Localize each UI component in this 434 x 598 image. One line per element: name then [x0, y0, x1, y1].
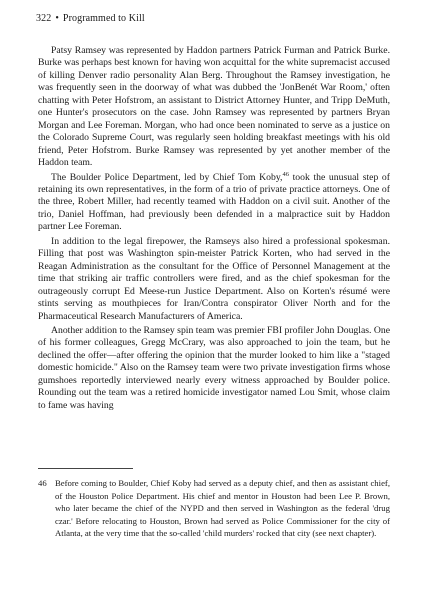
- paragraph-2: [38, 172, 390, 234]
- paragraph-3: In addition to the legal firepower, the Ramseys also hired a professional spokesman. Filling that post was Washington spin-meister Patrick Korten, who had served in the Reagan Administration as the consultant for the Office of Personnel Management at the time that striking air traffic controllers were fired, and as the chief spokesman for the outrageously corrupt Ed Meese-run Justice Department. Also on Korten's résumé were stints serving as mouthpieces for Iran/Contra conspirator Oliver North and for the Pharmaceutical Research Manufacturers of America.: [38, 235, 390, 322]
- footnote: [38, 477, 390, 540]
- paragraph-4: Another addition to the Ramsey spin team was premier FBI profiler John Douglas. One of his former colleagues, Gregg McCrary, was also approached to join the team, but he declined the offer—after offering the opinion that the murder looked to him like a "staged domestic homicide." Also on the Ramsey team were two private investigation firms whose gumshoes reportedly interviewed nearly every witness approached by Boulder police. Rounding out the team was a retired homicide investigator named Lou Smit, whose claim to fame was having: [38, 324, 390, 411]
- page-number: 322: [36, 13, 52, 24]
- footnote-text: Before coming to Boulder, Chief Koby had served as a deputy chief, and then as assistant chief, of the Houston Police Department. His chief and mentor in Houston had been Lee P. Brown, who later became the chief of the NYPD and then served in Washington as the federal 'drug czar.' Before relocating to Houston, Brown had served as Police Commissioner for the city of Atlanta, at the very time that the so-called 'child murders' rocked that city (see next chapter).: [55, 478, 390, 538]
- paragraph-2-text-end: took the unusual step of retaining its own representatives, in the form of a trio of private practice attorneys. One of the three, Robert Miller, had recently teamed with Haddon on a civil suit. Another of the trio, Daniel Hoffman, had previously been defended in a malpractice suit by Haddon partner Lee Foreman.: [38, 171, 390, 233]
- footnote-reference: 46: [282, 170, 289, 178]
- header-separator: •: [55, 13, 59, 24]
- book-title: Programmed to Kill: [62, 13, 145, 24]
- running-head: [36, 13, 145, 24]
- paragraph-1: Patsy Ramsey was represented by Haddon partners Patrick Furman and Patrick Burke. Burke was perhaps best known for having won acquittal for the white supremacist accused of killing Denver radio personality Alan Berg. Throughout the Ramsey investigation, he was frequently seen in the doorway of what was dubbed the 'JonBenét War Room,' often chatting with Peter Hofstrom, an assistant to District Attorney Hunter, and Tripp DeMuth, one Hunter's prosecutors on the case. John Ramsey was represented by partners Bryan Morgan and Lee Foreman. Morgan, who had once been nominated to serve as a justice on the Colorado Supreme Court, was regularly seen holding breakfast meetings with his old friend, Peter Hofstrom. Burke Ramsey was represented by yet another member of the Haddon team.: [38, 45, 390, 169]
- footnote-number: 46: [38, 478, 47, 488]
- paragraph-2-text-start: The Boulder Police Department, led by Chief Tom Koby,: [51, 171, 283, 183]
- body-text: [38, 45, 390, 414]
- footnote-divider: [38, 468, 133, 469]
